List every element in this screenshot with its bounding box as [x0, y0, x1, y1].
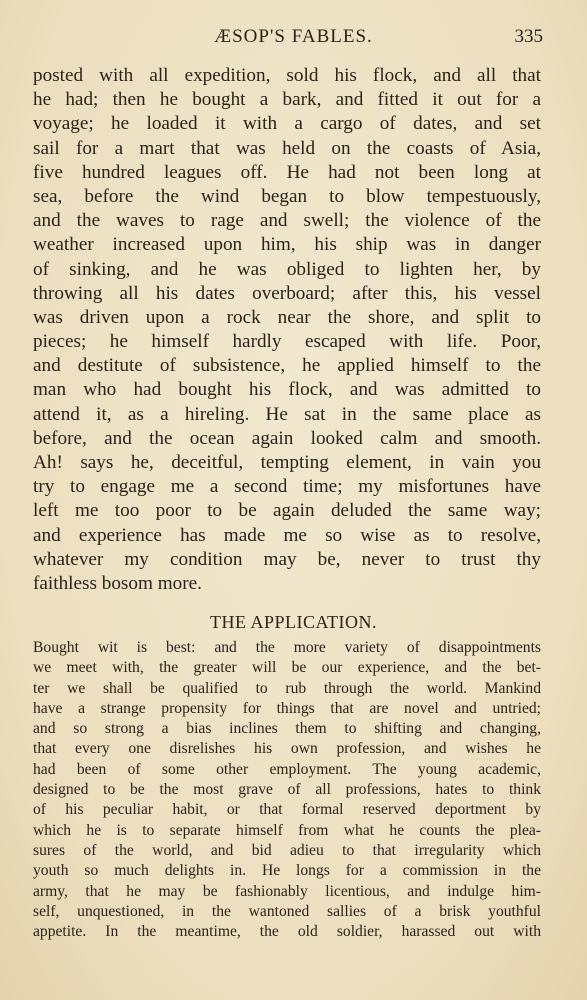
text-line: we meet with, the greater will be our experience, and the bet- — [33, 659, 541, 677]
text-line: of his peculiar habit, or that formal reserved deportment by — [33, 801, 541, 819]
text-line: he had; then he bought a bark, and fitted it out for a — [33, 89, 541, 111]
text-line: army, that he may be fashionably licentious, and indulge him- — [33, 882, 541, 900]
text-line: before, and the ocean again looked calm and smooth. — [33, 427, 541, 449]
text-line: man who had bought his flock, and was admitted to — [33, 379, 541, 401]
text-line: youth so much delights in. He longs for a commission in the — [33, 862, 541, 880]
text-line: appetite. In the meantime, the old soldier, harassed out with — [33, 923, 541, 941]
text-line: that every one disrelishes his own profession, and wishes he — [33, 740, 541, 758]
fable-text — [33, 64, 541, 596]
text-line: self, unquestioned, in the wantoned sallies of a brisk youthful — [33, 902, 541, 920]
text-line: whatever my condition may be, never to trust thy — [33, 548, 541, 570]
text-line: and experience has made me so wise as to resolve, — [33, 524, 541, 546]
text-line: faithless bosom more. — [33, 572, 202, 594]
text-line: sures of the world, and bid adieu to that irregularity which — [33, 841, 541, 859]
page-header — [0, 26, 587, 52]
text-line: of sinking, and he was obliged to lighten her, by — [33, 258, 541, 280]
text-line: throwing all his dates overboard; after this, his vessel — [33, 282, 541, 304]
text-line: Ah! says he, deceitful, tempting element, in vain you — [33, 452, 541, 473]
text-line: have a strange propensity for things that are novel and untried; — [33, 699, 541, 717]
text-line: and the waves to rage and swell; the violence of the — [33, 210, 541, 232]
text-line: attend it, as a hireling. He sat in the same place as — [33, 403, 541, 425]
text-line: and so strong a bias inclines them to shifting and changing, — [33, 720, 541, 738]
text-line: pieces; he himself hardly escaped with life. Poor, — [33, 331, 541, 353]
text-line: left me too poor to be again deluded the same way; — [33, 500, 541, 522]
text-line: had been of some other employment. The young academic, — [33, 760, 541, 778]
page-number: 335 — [514, 26, 543, 47]
text-line: which he is to separate himself from what he counts the plea- — [33, 821, 541, 839]
text-line: was driven upon a rock near the shore, and split to — [33, 306, 541, 328]
application-heading: THE APPLICATION. — [209, 612, 377, 632]
text-line: sail for a mart that was held on the coasts of Asia, — [33, 137, 541, 159]
text-line: sea, before the wind began to blow tempestuously, — [33, 185, 541, 207]
text-line: try to engage me a second time; my misfortunes have — [33, 476, 541, 498]
text-line: Bought wit is best: and the more variety of disappointments — [33, 639, 541, 656]
application-text — [33, 638, 541, 942]
text-line: ter we shall be qualified to rub through the world. Mankind — [33, 679, 541, 697]
text-line: five hundred leagues off. He had not been long at — [33, 161, 541, 183]
text-line: designed to be the most grave of all professions, hates to think — [33, 781, 541, 799]
running-title: ÆSOP'S FABLES. — [214, 26, 373, 47]
text-line: voyage; he loaded it with a cargo of dates, and set — [33, 113, 541, 135]
text-line: weather increased upon him, his ship was in danger — [33, 234, 541, 256]
text-line: and destitute of subsistence, he applied himself to the — [33, 355, 541, 377]
text-line: posted with all expedition, sold his flock, and all that — [33, 65, 541, 86]
